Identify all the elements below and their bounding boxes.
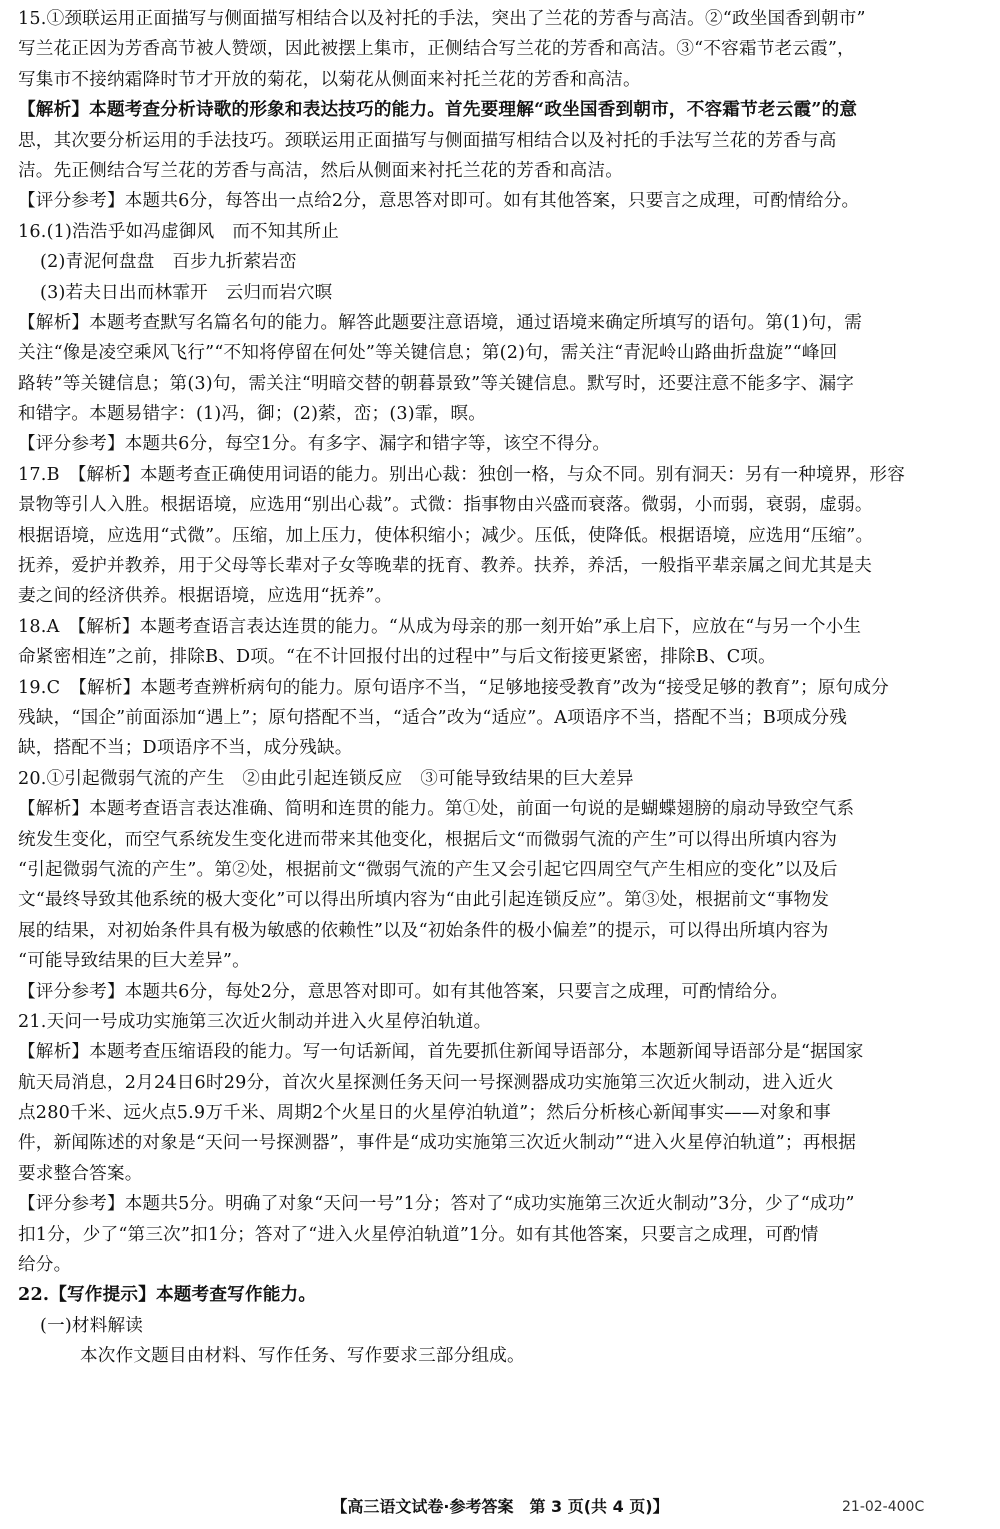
q16-analysis-line-2: 关注“像是凌空乘风飞行”“不知将停留在何处”等关键信息；第(2)句，需关注“青泥岭山路曲折盘旋”“峰回 — [18, 343, 838, 364]
q21-analysis-line-1: 【解析】本题考查压缩语段的能力。写一句话新闻，首先要抓住新闻导语部分，本题新闻导语部分是“据国家 — [18, 1042, 864, 1063]
q20-analysis-line-5: 展的结果，对初始条件具有极为敏感的依赖性”以及“初始条件的极小偏差”的提示，可以得出所填内容为 — [18, 920, 829, 941]
q15-analysis-line-1: 【解析】本题考查分析诗歌的形象和表达技巧的能力。首先要理解“政坐国香到朝市，不容霜节老云霞”的意 — [18, 99, 858, 121]
q15-answer-line-2: 写兰花正因为芳香高节被人赞颂，因此被摆上集市，正侧结合写兰花的芳香和高洁。③“不容霜节老云霞”， — [18, 39, 855, 60]
q20-scoring: 【评分参考】本题共6分，每处2分，意思答对即可。如有其他答案，只要言之成理，可酌情给分。 — [18, 981, 789, 1002]
q20-analysis-line-2: 统发生变化，而空气系统发生变化进而带来其他变化，根据后文“而微弱气流的产生”可以得出所填内容为 — [18, 829, 838, 850]
q20-analysis-line-1: 【解析】本题考查语言表达准确、简明和连贯的能力。第①处，前面一句说的是蝴蝶翅膀的扇动导致空气系 — [18, 799, 855, 820]
q22-body: 本次作文题目由材料、写作任务、写作要求三部分组成。 — [80, 1346, 525, 1367]
answer-page — [18, 4, 990, 1372]
q20-analysis-line-6: “可能导致结果的巨大差异”。 — [18, 951, 250, 972]
q16-analysis-line-3: 路转”等关键信息；第(3)句，需关注“明暗交替的朝暮景致”等关键信息。默写时，还要注意不能多字、漏字 — [18, 373, 855, 394]
q20-analysis-line-3: “引起微弱气流的产生”。第②处，根据前文“微弱气流的产生又会引起它四周空气产生相应的变化”以及后 — [18, 859, 838, 880]
q15-answer-line-1: 15.①颈联运用正面描写与侧面描写相结合以及衬托的手法，突出了兰花的芳香与高洁。②“政坐国香到朝市” — [18, 9, 866, 29]
q21-scoring-line-3: 给分。 — [18, 1255, 72, 1276]
q17-line-5: 妻之间的经济供养。根据语境，应选用“抚养”。 — [18, 586, 393, 607]
q21-answer: 21.天问一号成功实施第三次近火制动并进入火星停泊轨道。 — [18, 1011, 492, 1032]
q16-analysis-line-4: 和错字。本题易错字：(1)冯，御；(2)萦，峦；(3)霏，暝。 — [18, 404, 487, 425]
q17-line-1: 17.B 【解析】本题考查正确使用词语的能力。别出心裁：独创一格，与众不同。别有洞天：另有一种境界，形容 — [18, 464, 906, 485]
q18-line-1: 18.A 【解析】本题考查语言表达连贯的能力。“从成为母亲的那一刻开始”承上启下，应放在“与另一个小生 — [18, 616, 862, 637]
q15-answer-line-3: 写集市不接纳霜降时节才开放的菊花，以菊花从侧面来衬托兰花的芳香和高洁。 — [18, 69, 641, 90]
q17-line-2: 景物等引人入胜。根据语境，应选用“别出心裁”。式微：指事物由兴盛而衰落。微弱，小而弱，衰弱，虚弱。 — [18, 495, 873, 516]
q17-line-3: 根据语境，应选用“式微”。压缩，加上压力，使体积缩小；减少。压低，使降低。根据语境，应选用“压缩”。 — [18, 525, 874, 546]
q22-heading: 22.【写作提示】本题考查写作能力。 — [18, 1284, 317, 1306]
q16-analysis-line-1: 【解析】本题考查默写名篇名句的能力。解答此题要注意语境，通过语境来确定所填写的语句。第(1)句，需 — [18, 312, 863, 333]
q16-answer-2: (2)青泥何盘盘 百步九折萦岩峦 — [40, 252, 297, 273]
page-footer: 【高三语文试卷·参考答案 第 3 页(共 4 页)】 — [331, 1497, 669, 1516]
q20-analysis-line-4: 文“最终导致其他系统的极大变化”可以得出所填内容为“由此引起连锁反应”。第③处，根据前文“事物发 — [18, 890, 830, 911]
q21-scoring-line-2: 扣1分，少了“第三次”扣1分；答对了“进入火星停泊轨道”1分。如有其他答案，只要言之成理，可酌情 — [18, 1224, 819, 1245]
q21-scoring-line-1: 【评分参考】本题共5分。明确了对象“天问一号”1分；答对了“成功实施第三次近火制动”3分，少了“成功” — [18, 1194, 855, 1215]
q18-line-2: 命紧密相连”之前，排除B、D项。“在不计回报付出的过程中”与后文衔接更紧密，排除B、C项。 — [18, 647, 776, 668]
q16-answer-3: (3)若夫日出而林霏开 云归而岩穴暝 — [40, 282, 333, 303]
q21-analysis-line-2: 航天局消息，2月24日6时29分，首次火星探测任务天问一号探测器成功实施第三次近火制动，进入近火 — [18, 1072, 834, 1093]
q19-line-1: 19.C 【解析】本题考查辨析病句的能力。原句语序不当，“足够地接受教育”改为“接受足够的教育”；原句成分 — [18, 677, 889, 698]
q20-answer: 20.①引起微弱气流的产生 ②由此引起连锁反应 ③可能导致结果的巨大差异 — [18, 768, 634, 789]
q21-analysis-line-5: 要求整合答案。 — [18, 1163, 143, 1184]
q16-answer-1: 16.(1)浩浩乎如冯虚御风 而不知其所止 — [18, 221, 340, 242]
q15-analysis-line-3: 洁。先正侧结合写兰花的芳香与高洁，然后从侧面来衬托兰花的芳香和高洁。 — [18, 160, 623, 181]
q21-analysis-line-4: 件，新闻陈述的对象是“天问一号探测器”，事件是“成功实施第三次近火制动”“进入火星停泊轨道”；再根据 — [18, 1133, 857, 1154]
q17-line-4: 抚养，爱护并教养，用于父母等长辈对子女等晚辈的抚育、教养。扶养，养活，一般指平辈亲属之间尤其是夫 — [18, 556, 873, 577]
q15-scoring: 【评分参考】本题共6分，每答出一点给2分，意思答对即可。如有其他答案，只要言之成理，可酌情给分。 — [18, 191, 860, 212]
q22-subheading: (一)材料解读 — [40, 1315, 144, 1336]
q19-line-3: 缺，搭配不当；D项语序不当，成分残缺。 — [18, 738, 353, 759]
q21-analysis-line-3: 点280千米、远火点5.9万千米、周期2个火星日的火星停泊轨道”；然后分析核心新闻事实——对象和事 — [18, 1103, 831, 1124]
q15-analysis-line-2: 思，其次要分析运用的手法技巧。颈联运用正面描写与侧面描写相结合以及衬托的手法写兰花的芳香与高 — [18, 130, 837, 151]
q16-scoring: 【评分参考】本题共6分，每空1分。有多字、漏字和错字等，该空不得分。 — [18, 434, 611, 455]
q19-line-2: 残缺，“国企”前面添加“遇上”；原句搭配不当，“适合”改为“适应”。A项语序不当，搭配不当；B项成分残 — [18, 707, 848, 728]
exam-code: 21-02-400C — [842, 1499, 925, 1515]
